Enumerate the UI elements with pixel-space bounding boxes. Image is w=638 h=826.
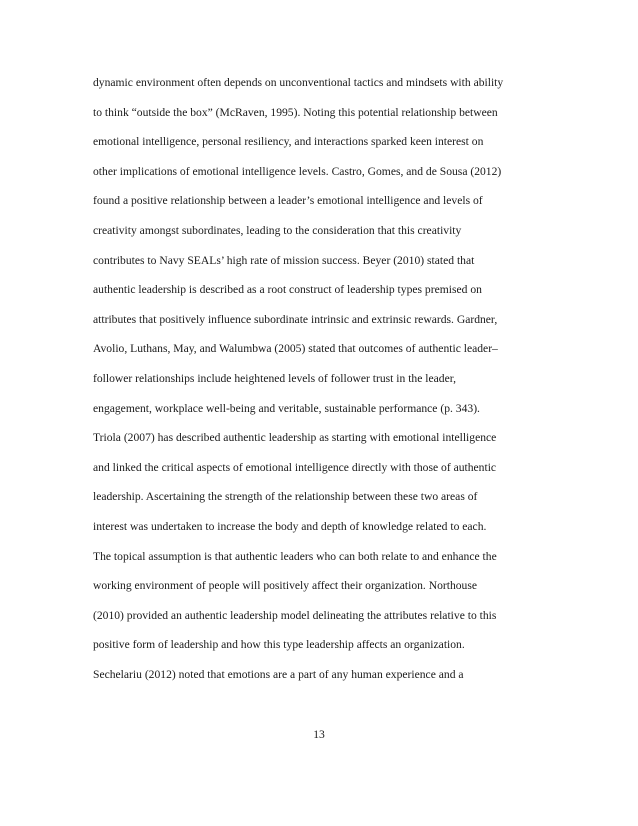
text-line: Avolio, Luthans, May, and Walumbwa (2005) stated that outcomes of authentic leader– [93, 342, 498, 356]
text-line: interest was undertaken to increase the body and depth of knowledge related to each. [93, 519, 487, 533]
text-line: engagement, workplace well-being and veritable, sustainable performance (p. 343). [93, 401, 480, 415]
text-line: leadership. Ascertaining the strength of the relationship between these two areas of [93, 490, 478, 504]
body-text [93, 68, 553, 689]
text-line: dynamic environment often depends on unconventional tactics and mindsets with ability [93, 76, 504, 89]
text-line: (2010) provided an authentic leadership model delineating the attributes relative to this [93, 608, 497, 622]
text-line: found a positive relationship between a leader’s emotional intelligence and levels of [93, 194, 483, 208]
text-line: authentic leadership is described as a root construct of leadership types premised on [93, 283, 482, 297]
text-line: Triola (2007) has described authentic leadership as starting with emotional intelligence [93, 431, 497, 445]
text-line: Sechelariu (2012) noted that emotions are a part of any human experience and a [93, 667, 464, 681]
text-line: contributes to Navy SEALs’ high rate of mission success. Beyer (2010) stated that [93, 253, 475, 267]
text-line: creativity amongst subordinates, leading to the consideration that this creativity [93, 223, 462, 237]
text-line: emotional intelligence, personal resiliency, and interactions sparked keen interest on [93, 135, 484, 149]
text-line: to think “outside the box” (McRaven, 1995). Noting this potential relationship between [93, 105, 498, 119]
text-line: positive form of leadership and how this type leadership affects an organization. [93, 638, 465, 652]
text-line: and linked the critical aspects of emotional intelligence directly with those of authentic [93, 460, 497, 474]
text-line: The topical assumption is that authentic leaders who can both relate to and enhance the [93, 549, 497, 563]
text-line: follower relationships include heightened levels of follower trust in the leader, [93, 371, 457, 385]
text-line: working environment of people will positively affect their organization. Northouse [93, 579, 478, 593]
page-number: 13 [313, 728, 325, 741]
text-line: attributes that positively influence subordinate intrinsic and extrinsic rewards. Gardner, [93, 312, 498, 326]
text-line: other implications of emotional intelligence levels. Castro, Gomes, and de Sousa (2012) [93, 164, 502, 178]
